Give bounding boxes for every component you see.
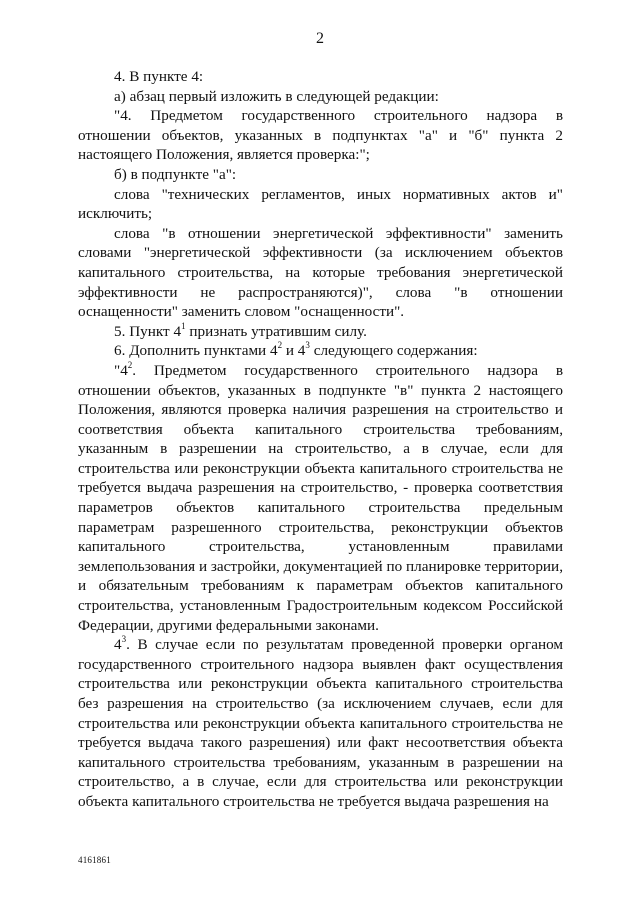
p7-before: 5. Пункт 4 <box>114 322 182 340</box>
p7-superscript: 1 <box>181 320 186 331</box>
paragraph-point-4-2 <box>78 361 563 635</box>
paragraph-item-6 <box>78 341 563 361</box>
p10-after: . В случае если по результатам проведенной проверки органом государственного строительного надзора выявлен факт осуществления строительства или реконструкции объекта капитального строительства без разрешения на строительство (за исключением случаев, если для строительства или реконструкции объекта капитального строительства не требуется выдача такого разрешения) или факт несоответствия объекта капитального строительства требованиям, указанным в разрешении на строительство, а в случае, если для строительства или реконструкции объекта капитального строительства не требуется выдача разрешения на <box>78 636 563 810</box>
p10-before: 4 <box>114 636 122 654</box>
p9-superscript: 2 <box>127 359 133 370</box>
p10-superscript: 3 <box>121 634 127 645</box>
p8-superscript-1: 2 <box>277 340 283 351</box>
paragraph-exclude-words: слова "технических регламентов, иных нормативных актов и" исключить; <box>78 185 563 223</box>
paragraph-new-wording-4: "4. Предметом государственного строительного надзора в отношении объектов, указанных в подпунктах "а" и "б" пункта 2 настоящего Положения, является проверка:"; <box>78 107 563 164</box>
paragraph-item-4: 4. В пункте 4: <box>114 68 204 85</box>
document-body <box>78 67 563 812</box>
p9-after: . Предметом государственного строительного надзора в отношении объектов, указанных в подпункте "в" пункта 2 настоящего Положения, являются проверка наличия разрешения на строительство и соответствия объекта капитального строительства требованиям, указанным в разрешении на строительство, а в случае, если для строительства или реконструкции объекта капитального строительства не требуется выдача разрешения на строительство, - проверка соответствия параметров объектов капитального строительства предельным параметрам разрешенного строительства, реконструкции объектов капитального строительства, установленным правилами землепользования и застройки, документацией по планировке территории, и обязательным требованиям к параметрам объектов капитального строительства, установленным Градостроительным кодексом Российской Федерации, другими федеральными законами. <box>78 361 563 634</box>
document-code: 4161861 <box>78 855 111 865</box>
p9-before: "4 <box>114 361 128 379</box>
p8-mid: и 4 <box>282 342 306 360</box>
paragraph-item-5 <box>78 322 563 342</box>
p8-after: следующего содержания: <box>309 342 478 360</box>
p8-before: 6. Дополнить пунктами 4 <box>114 342 278 360</box>
p7-after: признать утратившим силу. <box>185 322 367 340</box>
paragraph-replace-words: слова "в отношении энергетической эффективности" заменить словами "энергетической эффективности (за исключением объектов капитального строительства, на которые требования энергетической эффективности не распространяются)", слова "в отношении оснащенности" заменить словом "оснащенности". <box>78 224 563 321</box>
paragraph-point-4-3 <box>78 635 563 811</box>
paragraph-subitem-a: а) абзац первый изложить в следующей редакции: <box>114 87 439 105</box>
page-number: 2 <box>316 30 324 47</box>
p8-superscript-2: 3 <box>305 340 310 351</box>
paragraph-subitem-b: б) в подпункте "а": <box>114 165 237 183</box>
